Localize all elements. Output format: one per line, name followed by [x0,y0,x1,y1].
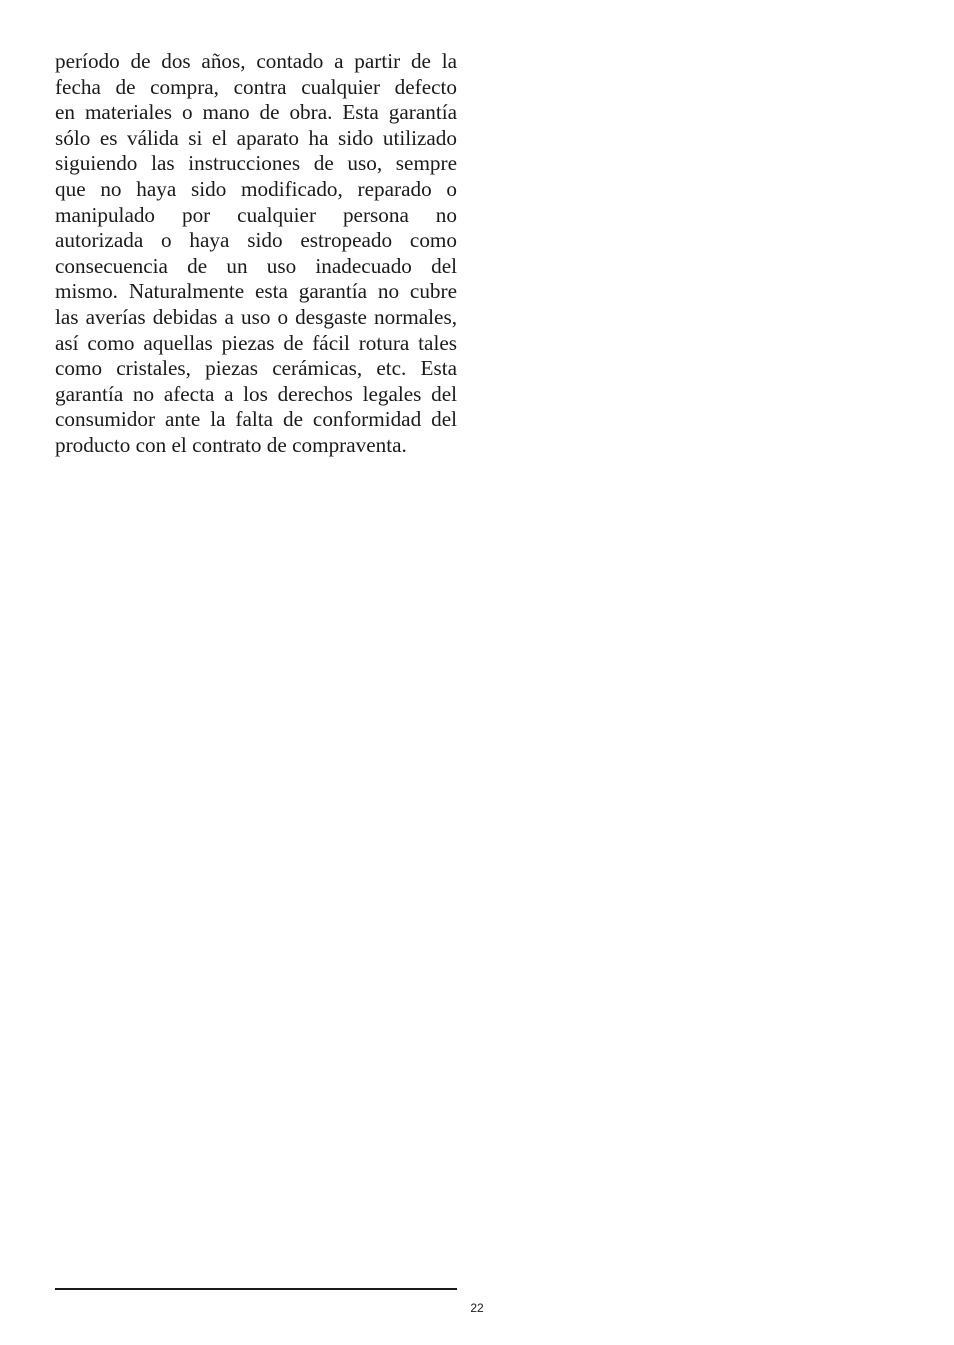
body-text-line: que no haya sido modificado, reparado o [55,176,457,201]
body-text-line: mismo. Naturalmente esta garantía no cubre [55,279,457,304]
body-text-line: las averías debidas a uso o desgaste normales, [55,304,457,329]
body-text-line: autorizada o haya sido estropeado como [55,228,457,253]
body-text-line: consecuencia de un uso inadecuado del [55,253,457,278]
body-text-line: período de dos años, contado a partir de la [55,49,457,73]
body-text-line: consumidor ante la falta de conformidad del [55,407,457,432]
footer-divider [55,1288,457,1290]
body-text-line: como cristales, piezas cerámicas, etc. Esta [55,356,457,381]
body-text-line: sólo es válida si el aparato ha sido utilizado [55,125,457,150]
body-text-column [55,49,457,459]
body-text-line: fecha de compra, contra cualquier defecto [55,74,457,99]
body-text-line: manipulado por cualquier persona no [55,202,457,227]
body-text-line: así como aquellas piezas de fácil rotura tales [55,330,457,355]
body-text-line: garantía no afecta a los derechos legales del [55,381,457,406]
body-text-line: en materiales o mano de obra. Esta garantía [55,100,457,125]
body-text-line: producto con el contrato de compraventa. [55,432,407,457]
page-number: 22 [470,1301,484,1315]
body-text-line: siguiendo las instrucciones de uso, sempre [55,151,457,176]
